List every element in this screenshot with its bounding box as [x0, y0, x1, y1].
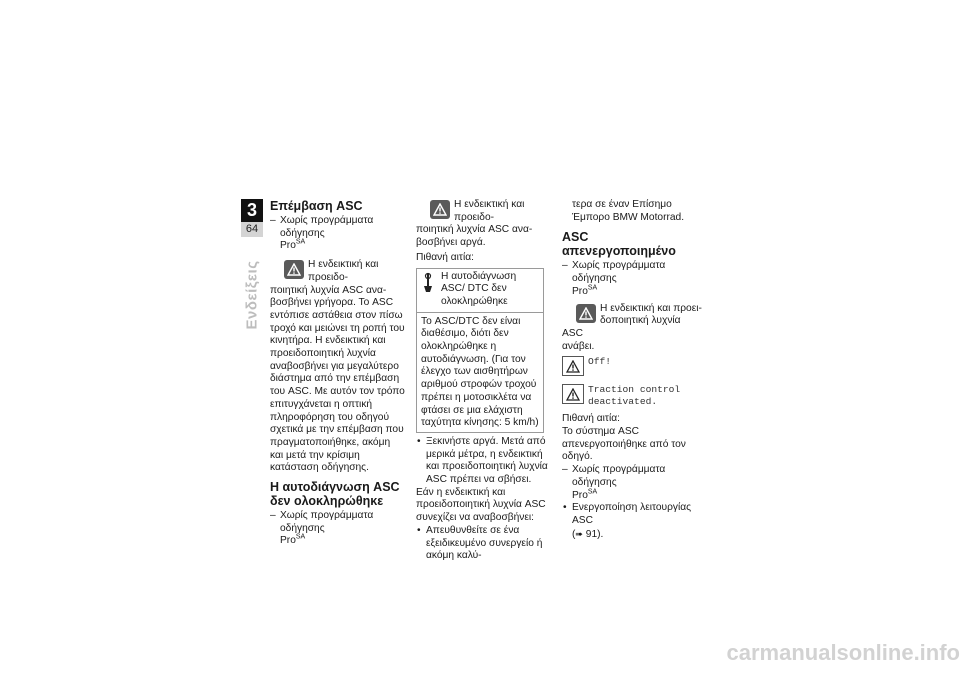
heading-self-diagnosis: Η αυτοδιάγνωση ASC δεν ολοκληρώθηκε [270, 480, 400, 509]
warning-block: Η ενδεικτική και προειδο- ποιητική λυχνία ASC ανα- [270, 259, 387, 296]
page-reference-link[interactable]: 91). [585, 528, 604, 540]
dash-item: – Χωρίς προγράμματα οδήγησης Pro$^{SA}$ [270, 510, 406, 548]
dash-item: – Χωρίς προγράμματα οδήγησης Pro$^{SA}$ [562, 260, 702, 298]
warning-light-icon [576, 304, 596, 323]
watermark: carmanualsonline.info [726, 640, 960, 665]
paragraph: Εάν η ενδεικτική και προειδοποιητική λυχνία ASC συνεχίζει να αναβοσβήνει: [416, 486, 546, 524]
paragraph: βοσβήνει γρήγορα. Το ASC εντόπισε αστάθεια στον πίσω τροχό και μειώνει τη ροπή του κινητήρα. Η ενδεικτική και προειδοποιητική λυχνία αναβοσβήνει για μεγαλύτερο διάστημα από την επέμβαση του ASC. Με αυτόν τον τρόπο επιτυγχάνεται η οπτική πληροφόρηση του οδηγού σχετικά με την επέμβαση που πραγματοποιήθηκε, ακόμη και μετά την κρίσιμη κατάσταση οδήγησης. [270, 297, 405, 474]
paragraph: τερα σε έναν Επίσημο Έμπορο BMW Motorrad. [572, 199, 685, 223]
warning-triangle-icon [562, 384, 584, 404]
warning-block: Η ενδεικτική και προει- δοποιητική λυχνία ASC [562, 302, 702, 339]
column-3 [562, 199, 702, 541]
dash-item: – Χωρίς προγράμματα οδήγησης Pro$^{SA}$ [562, 464, 702, 502]
column-2 [416, 199, 553, 563]
heading-asc-deactivated: ASC απενεργοποιημένο [562, 230, 676, 259]
paragraph: Το σύστημα ASC απενεργοποιήθηκε από τον οδηγό. [562, 426, 686, 463]
chapter-side-label: Ενδείξεις [243, 260, 261, 330]
page-reference-arrow-icon: ➠ [575, 528, 583, 539]
cause-label: Πιθανή αιτία: [562, 413, 620, 425]
warning-block: Η ενδεικτική και προειδο- ποιητική λυχνία ASC ανα- [416, 199, 533, 236]
info-box-body: Το ASC/DTC δεν είναι διαθέσιμο, διότι δεν ολοκληρώθηκε η αυτοδιάγνωση. (Για τον έλεγχο των αισθητήρων αριθμού στροφών τροχού πρέπει η μοτοσικλέτα να φτάσει σε μια ελάχιστη ταχύτητα κίνησης: 5 km/h) [421, 315, 539, 429]
display-message-off: Off! [562, 356, 702, 376]
heading-asc-intervention: Επέμβαση ASC [270, 199, 363, 213]
display-message-traction: Traction control deactivated. [562, 384, 702, 407]
cause-label: Πιθανή αιτία: [416, 251, 474, 263]
wrench-icon [420, 272, 436, 294]
column-1 [270, 199, 406, 548]
dash-item: – Χωρίς προγράμματα οδήγησης Pro$^{SA}$ [270, 215, 406, 253]
paragraph: ανάβει. [562, 340, 595, 352]
bullet-item: • Ξεκινήστε αργά. Μετά από μερικά μέτρα, η ενδεικτική και προειδοποιητική λυχνία ASC πρέπει να σβήσει. [416, 436, 553, 487]
warning-triangle-icon [562, 356, 584, 376]
info-box-header: Η αυτοδιάγνωση ASC/ DTC δεν ολοκληρώθηκε [417, 269, 543, 313]
bullet-item: • Απευθυνθείτε σε ένα εξειδικευμένο συνεργείο ή ακόμη καλύ- [416, 525, 553, 563]
bullet-item: • Ενεργοποίηση λειτουργίας ASC (➠ 91). [562, 502, 702, 541]
warning-light-icon [430, 200, 450, 219]
chapter-number: 3 [241, 199, 263, 222]
paragraph: βοσβήνει αργά. [416, 237, 486, 249]
warning-light-icon [284, 260, 304, 279]
page-number: 64 [241, 222, 263, 237]
info-box [416, 268, 544, 433]
